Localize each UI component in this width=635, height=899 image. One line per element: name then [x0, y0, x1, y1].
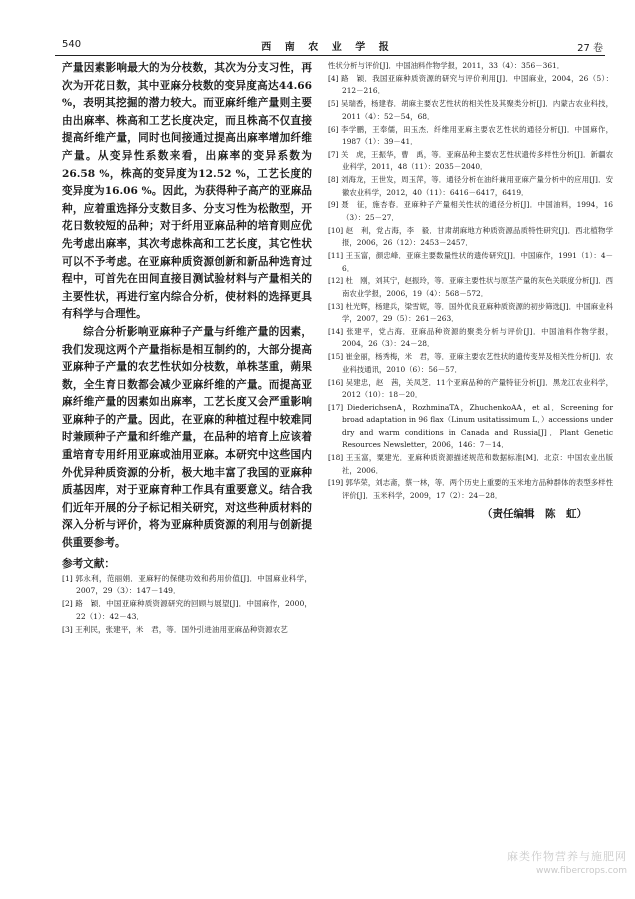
reference-item: [10] 赵 利，党占海，李 毅．甘肃胡麻地方种质资源品质特性研究[J]．西北植物学报，2006，26（12）：2453－2457．: [328, 225, 613, 248]
reference-list-left: [62, 573, 312, 637]
reference-item: [11] 王玉富，颜忠峰．亚麻主要数量性状的遗传研究[J]．中国麻作，1991（1）：4－6．: [328, 251, 613, 273]
body-text: [62, 60, 312, 553]
reference-item: 性状分析与评价[J]．中国油料作物学报，2011，33（4）：356－361．: [328, 61, 565, 70]
reference-item: [19] 郭华荣，刘志斋，蔡一林，等．两个历史上重要的玉米地方品种群体的表型多样性评价[J]．玉米科学，2009，17（2）：24－28．: [328, 478, 613, 500]
page-number: 540: [62, 39, 82, 50]
editor-note: （责任编辑 陈 虹）: [482, 508, 587, 521]
reference-item: [1] 郭永利，范丽娟．亚麻籽的保健功效和药用价值[J]．中国麻业科学，2007，29（3）：147－149．: [62, 573, 312, 596]
reference-item: [14] 张建平，党占海．亚麻品种资源的聚类分析与评价[J]．中国油料作物学报，2004，26（3）：24－28．: [328, 327, 613, 349]
body-paragraph-1: 产量因素影响最大的为分枝数，其次为分支习性，再次为开花日数，其中亚麻分枝数的变异度高达44.66 %，表明其挖掘的潜力较大。而亚麻纤维产量则主要由出麻率、株高和工艺长度决定，而且株高不仅直接提高纤维产量，同时也间接通过提高出麻率增加纤维产量。从变异性系数来看，出麻率的变异系数为26.58 %，株高的变异度为12.52 %，工艺长度的变异度为16.06 %。因此，为获得种子高产的亚麻品种，应着重选择分支数目多、分支习性为松散型，开花日数较短的品种；对于纤用亚麻品种的培育则应优先考虑出麻率，其次考虑株高和工艺长度，其它性状可以不予考虑。在亚麻种质资源创新和新品种选育过程中，可首先在田间直接目测试验材料与产量相关的主要性状，再进行室内综合分析，使材料的选择更具有科学与合理性。: [62, 62, 312, 321]
reference-item: [7] 关 虎，王振华，曹 禹，等．亚麻品种主要农艺性状遗传多样性分析[J]．新疆农业科学，2011，48（11）：2035－2040．: [328, 149, 613, 172]
reference-item: [17] DiederichsenA，RozhminaTA，ZhuchenkoAA，et al．Screening for broad adaptation in 96 flax（Linum usitatissimum L．）accessions under dry and warm conditions in Canada and Russia[J]．Plant Genetic Resources Newsletter，2006，146：7－14．: [328, 402, 613, 450]
header-rule: [55, 55, 605, 56]
running-header: [50, 36, 605, 52]
reference-item: [2] 路 颖．中国亚麻种质资源研究的回顾与展望[J]．中国麻作，2000，22（1）：42－43．: [62, 599, 312, 621]
volume-label: 27 卷: [577, 43, 603, 54]
body-paragraph-2: 综合分析影响亚麻种子产量与纤维产量的因素，我们发现这两个产量指标是相互制约的，大部分提高亚麻种子产量的农艺性状如分枝数，单株茎重，蒴果数，全生育日数都会减少亚麻纤维的产量。而提高亚麻纤维产量的因素如出麻率，工艺长度又会严重影响亚麻种子的产量。因此，在亚麻的种植过程中较难同时兼顾种子产量和纤维产量，在品种的培育上应该着重培育专用纤用亚麻或油用亚麻。本研究中这些国内外优异种质资源的分析，极大地丰富了我国的亚麻种质基因库，对于亚麻育种工作具有重要意义。结合我们近年开展的分子标记相关研究，对这些种质材料的深入分析与评价，将为亚麻种质资源的利用与创新提供重要参考。: [62, 325, 312, 550]
reference-item: [9] 聂 征，施杏春．亚麻种子产量相关性状的通径分析[J]．中国油料，1994，16（3）：25－27．: [328, 200, 613, 222]
reference-item: [16] 吴建忠，赵 茜，关凤芝．11个亚麻品种的产量特征分析[J]．黑龙江农业科学，2012（10）：18－20．: [328, 377, 613, 400]
reference-item: [5] 吴瑞香，杨建春．胡麻主要农艺性状的相关性及其聚类分析[J]．内蒙古农业科技，2011（4）：52－54，68．: [328, 99, 613, 121]
reference-item: [4] 路 颖．我国亚麻种质资源的研究与评价利用[J]．中国麻业，2004，26（5）：212－216．: [328, 73, 613, 96]
left-column: [62, 60, 312, 637]
watermark-site-name: 麻类作物营养与施肥网: [507, 850, 627, 863]
reference-item: [3] 王利民，张建平，米 君，等．国外引进油用亚麻品种资源农艺: [62, 624, 288, 634]
journal-title: 西 南 农 业 学 报: [261, 42, 394, 53]
reference-item: [18] 王玉富，粟建光．亚麻种质资源描述规范和数据标准[M]．北京：中国农业出版社，2006．: [328, 453, 613, 475]
reference-item: [13] 杜光辉，杨建兵，梁雪妮，等．国外优良亚麻种质资源的初步筛选[J]．中国麻业科学，2007，29（5）：261－263．: [328, 301, 613, 324]
reference-item: [8] 刘海龙，王世发，周玉萍，等．通径分析在油纤兼用亚麻产量分析中的应用[J]．安徽农业科学，2012，40（11）：6416－6417，6419．: [328, 175, 613, 197]
site-watermark: [507, 848, 627, 876]
reference-item: [15] 崔金丽，杨秀梅，米 君，等．亚麻主要农艺性状的遗传变异及相关性分析[J]．农业科技通讯，2010（6）：56－57．: [328, 352, 613, 374]
reference-item: [12] 杜 刚，刘其宁，赵振玲，等．亚麻主要性状与原茎产量的灰色关联度分析[J]．西南农业学报，2006，19（4）：568－572．: [328, 276, 613, 298]
references-heading: 参考文献：: [62, 557, 115, 570]
reference-list-right: [328, 60, 613, 502]
reference-item: [6] 李学鹏，王奉儒，田玉杰．纤维用亚麻主要农艺性状的通径分析[J]．中国麻作，1987（1）：39－41．: [328, 124, 613, 146]
right-column: [328, 60, 613, 521]
watermark-url: www.fibercrops.com: [536, 866, 627, 876]
